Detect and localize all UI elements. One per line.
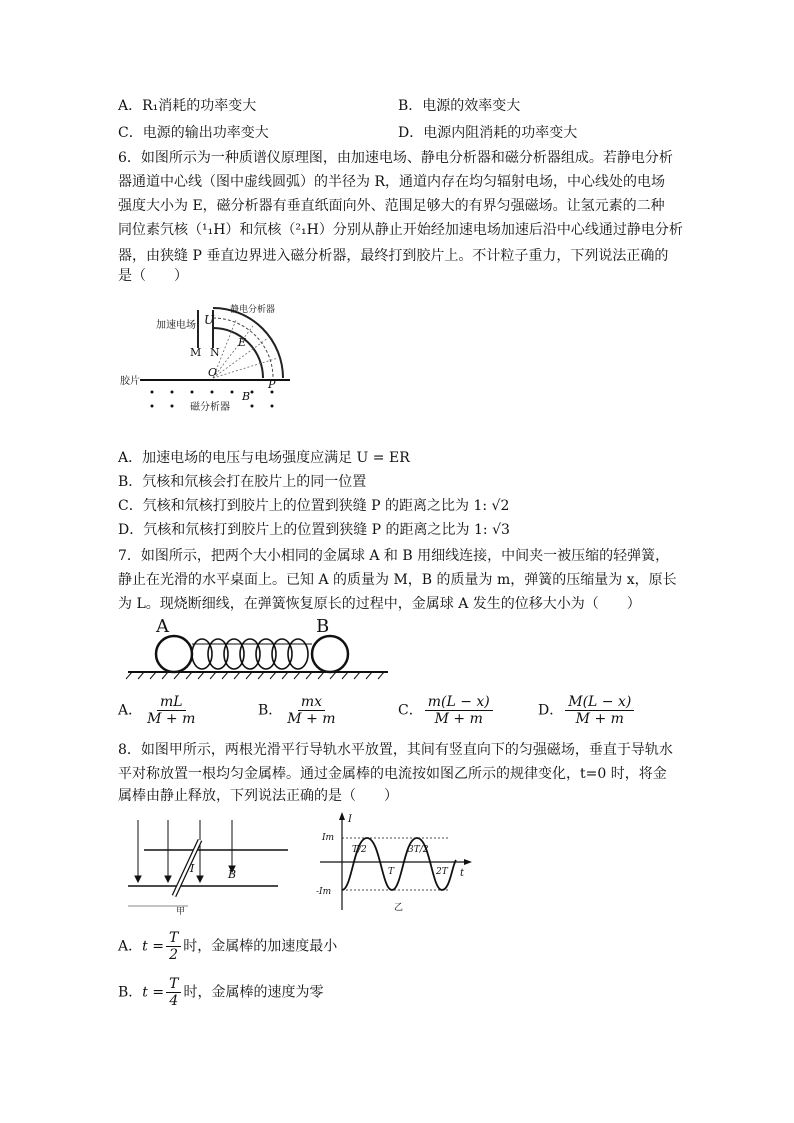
- current-i-label: I: [190, 862, 195, 875]
- q7-stem-line-2: 静止在光滑的水平桌面上。已知 A 的质量为 M，B 的质量为 m，弹簧的压缩量为 x，原长: [118, 572, 677, 588]
- q6-stem-line-1: 6．如图所示为一种质谱仪原理图，由加速电场、静电分析器和磁分析器组成。若静电分析: [118, 150, 673, 166]
- u-label: U: [204, 313, 215, 327]
- q8-option-a: A．t = $\frac{T}{2}$ 时，金属棒的加速度最小: [118, 930, 338, 963]
- q7-option-c: C． $\frac{m(L - x)}{M + m}$: [398, 694, 495, 727]
- q7-stem-line-3: 为 L。现烧断细线，在弹簧恢复原长的过程中，金属球 A 发生的位移大小为（ ）: [118, 596, 641, 612]
- q6-stem-line-6: 是（ ）: [118, 268, 188, 284]
- q6-stem-line-5: 器，由狭缝 P 垂直边界进入磁分析器，最终打到胶片上。不计粒子重力，下列说法正确的: [118, 248, 669, 264]
- fig-jia-label: 甲: [176, 907, 186, 917]
- q8-option-b: B．t = $\frac{T}{4}$ 时，金属棒的速度为零: [118, 976, 324, 1009]
- q6-option-c: C．氕核和氘核打到胶片上的位置到狭缝 P 的距离之比为 1: √2: [118, 498, 510, 514]
- film-label: 胶片: [120, 376, 140, 387]
- q5-option-a: A．R₁消耗的功率变大: [118, 98, 257, 114]
- p-slit-label: P: [268, 378, 276, 391]
- q8-stem-line-2: 平对称放置一根均匀金属棒。通过金属棒的电流按如图乙所示的规律变化，t=0 时，将金: [118, 766, 667, 782]
- axis-t-label: t: [460, 868, 465, 879]
- q7-option-b: B． $\frac{mx}{M + m}$: [258, 694, 336, 727]
- axis-i-label: I: [348, 814, 352, 825]
- q8-stem-line-1: 8．如图甲所示，两根光滑平行导轨水平放置，其间有竖直向下的匀强磁场，垂直于导轨水: [118, 742, 673, 758]
- n-plate-label: N: [210, 346, 220, 359]
- spring-balls-figure: [118, 614, 394, 680]
- q7-stem-line-1: 7．如图所示，把两个大小相同的金属球 A 和 B 用细线连接，中间夹一被压缩的轻弹簧，: [118, 548, 670, 564]
- q5-option-c: C．电源的输出功率变大: [118, 125, 269, 141]
- o-center-label: O: [208, 366, 218, 379]
- neg-im-label: -Im: [316, 887, 332, 897]
- q7-option-d: D． $\frac{M(L - x)}{M + m}$: [538, 694, 636, 727]
- q6-stem-line-4: 同位素氕核（¹₁H）和氘核（²₁H）分别从静止开始经加速电场加速后沿中心线通过静电分析: [118, 222, 683, 238]
- mag-analyzer-label: 磁分析器: [190, 402, 230, 413]
- q5-option-b: B．电源的效率变大: [398, 98, 521, 114]
- tick-2t: 2T: [436, 867, 448, 877]
- im-label: Im: [322, 833, 335, 843]
- q8-stem-line-3: 属棒由静止释放，下列说法正确的是（ ）: [118, 788, 398, 804]
- tick-t: T: [388, 867, 395, 877]
- q6-option-d: D．氕核和氘核打到胶片上的位置到狭缝 P 的距离之比为 1: √3: [118, 522, 510, 538]
- accel-field-label: 加速电场: [156, 320, 196, 331]
- e-field-label: E: [238, 336, 247, 349]
- ball-b-label: B: [316, 616, 330, 637]
- q7-option-a: A． $\frac{mL}{M + m}$: [118, 694, 196, 727]
- ball-a-label: A: [156, 616, 169, 637]
- current-graph-yi: [310, 810, 480, 920]
- q6-option-a: A．加速电场的电压与电场强度应满足 U = ER: [118, 450, 410, 466]
- q6-option-b: B．氕核和氘核会打在胶片上的同一位置: [118, 474, 367, 490]
- fig-yi-label: 乙: [394, 903, 404, 913]
- m-plate-label: M: [190, 346, 202, 359]
- mass-spectrometer-figure: [118, 296, 298, 416]
- field-b-label: B: [228, 868, 237, 881]
- q6-stem-line-3: 强度大小为 E，磁分析器有垂直纸面向外、范围足够大的有界匀强磁场。让氢元素的二种: [118, 198, 665, 214]
- q6-stem-line-2: 器通道中心线（图中虚线圆弧）的半径为 R，通道内存在均匀辐射电场，中心线处的电场: [118, 174, 665, 190]
- tick-t-half: T/2: [352, 845, 367, 855]
- rail-figure-jia: [118, 810, 298, 920]
- q5-option-d: D．电源内阻消耗的功率变大: [398, 125, 578, 141]
- b-field-label: B: [242, 390, 251, 403]
- ground-hatching: [126, 672, 384, 679]
- esa-label: 静电分析器: [230, 305, 276, 315]
- tick-3t-half: 3T/2: [408, 845, 429, 855]
